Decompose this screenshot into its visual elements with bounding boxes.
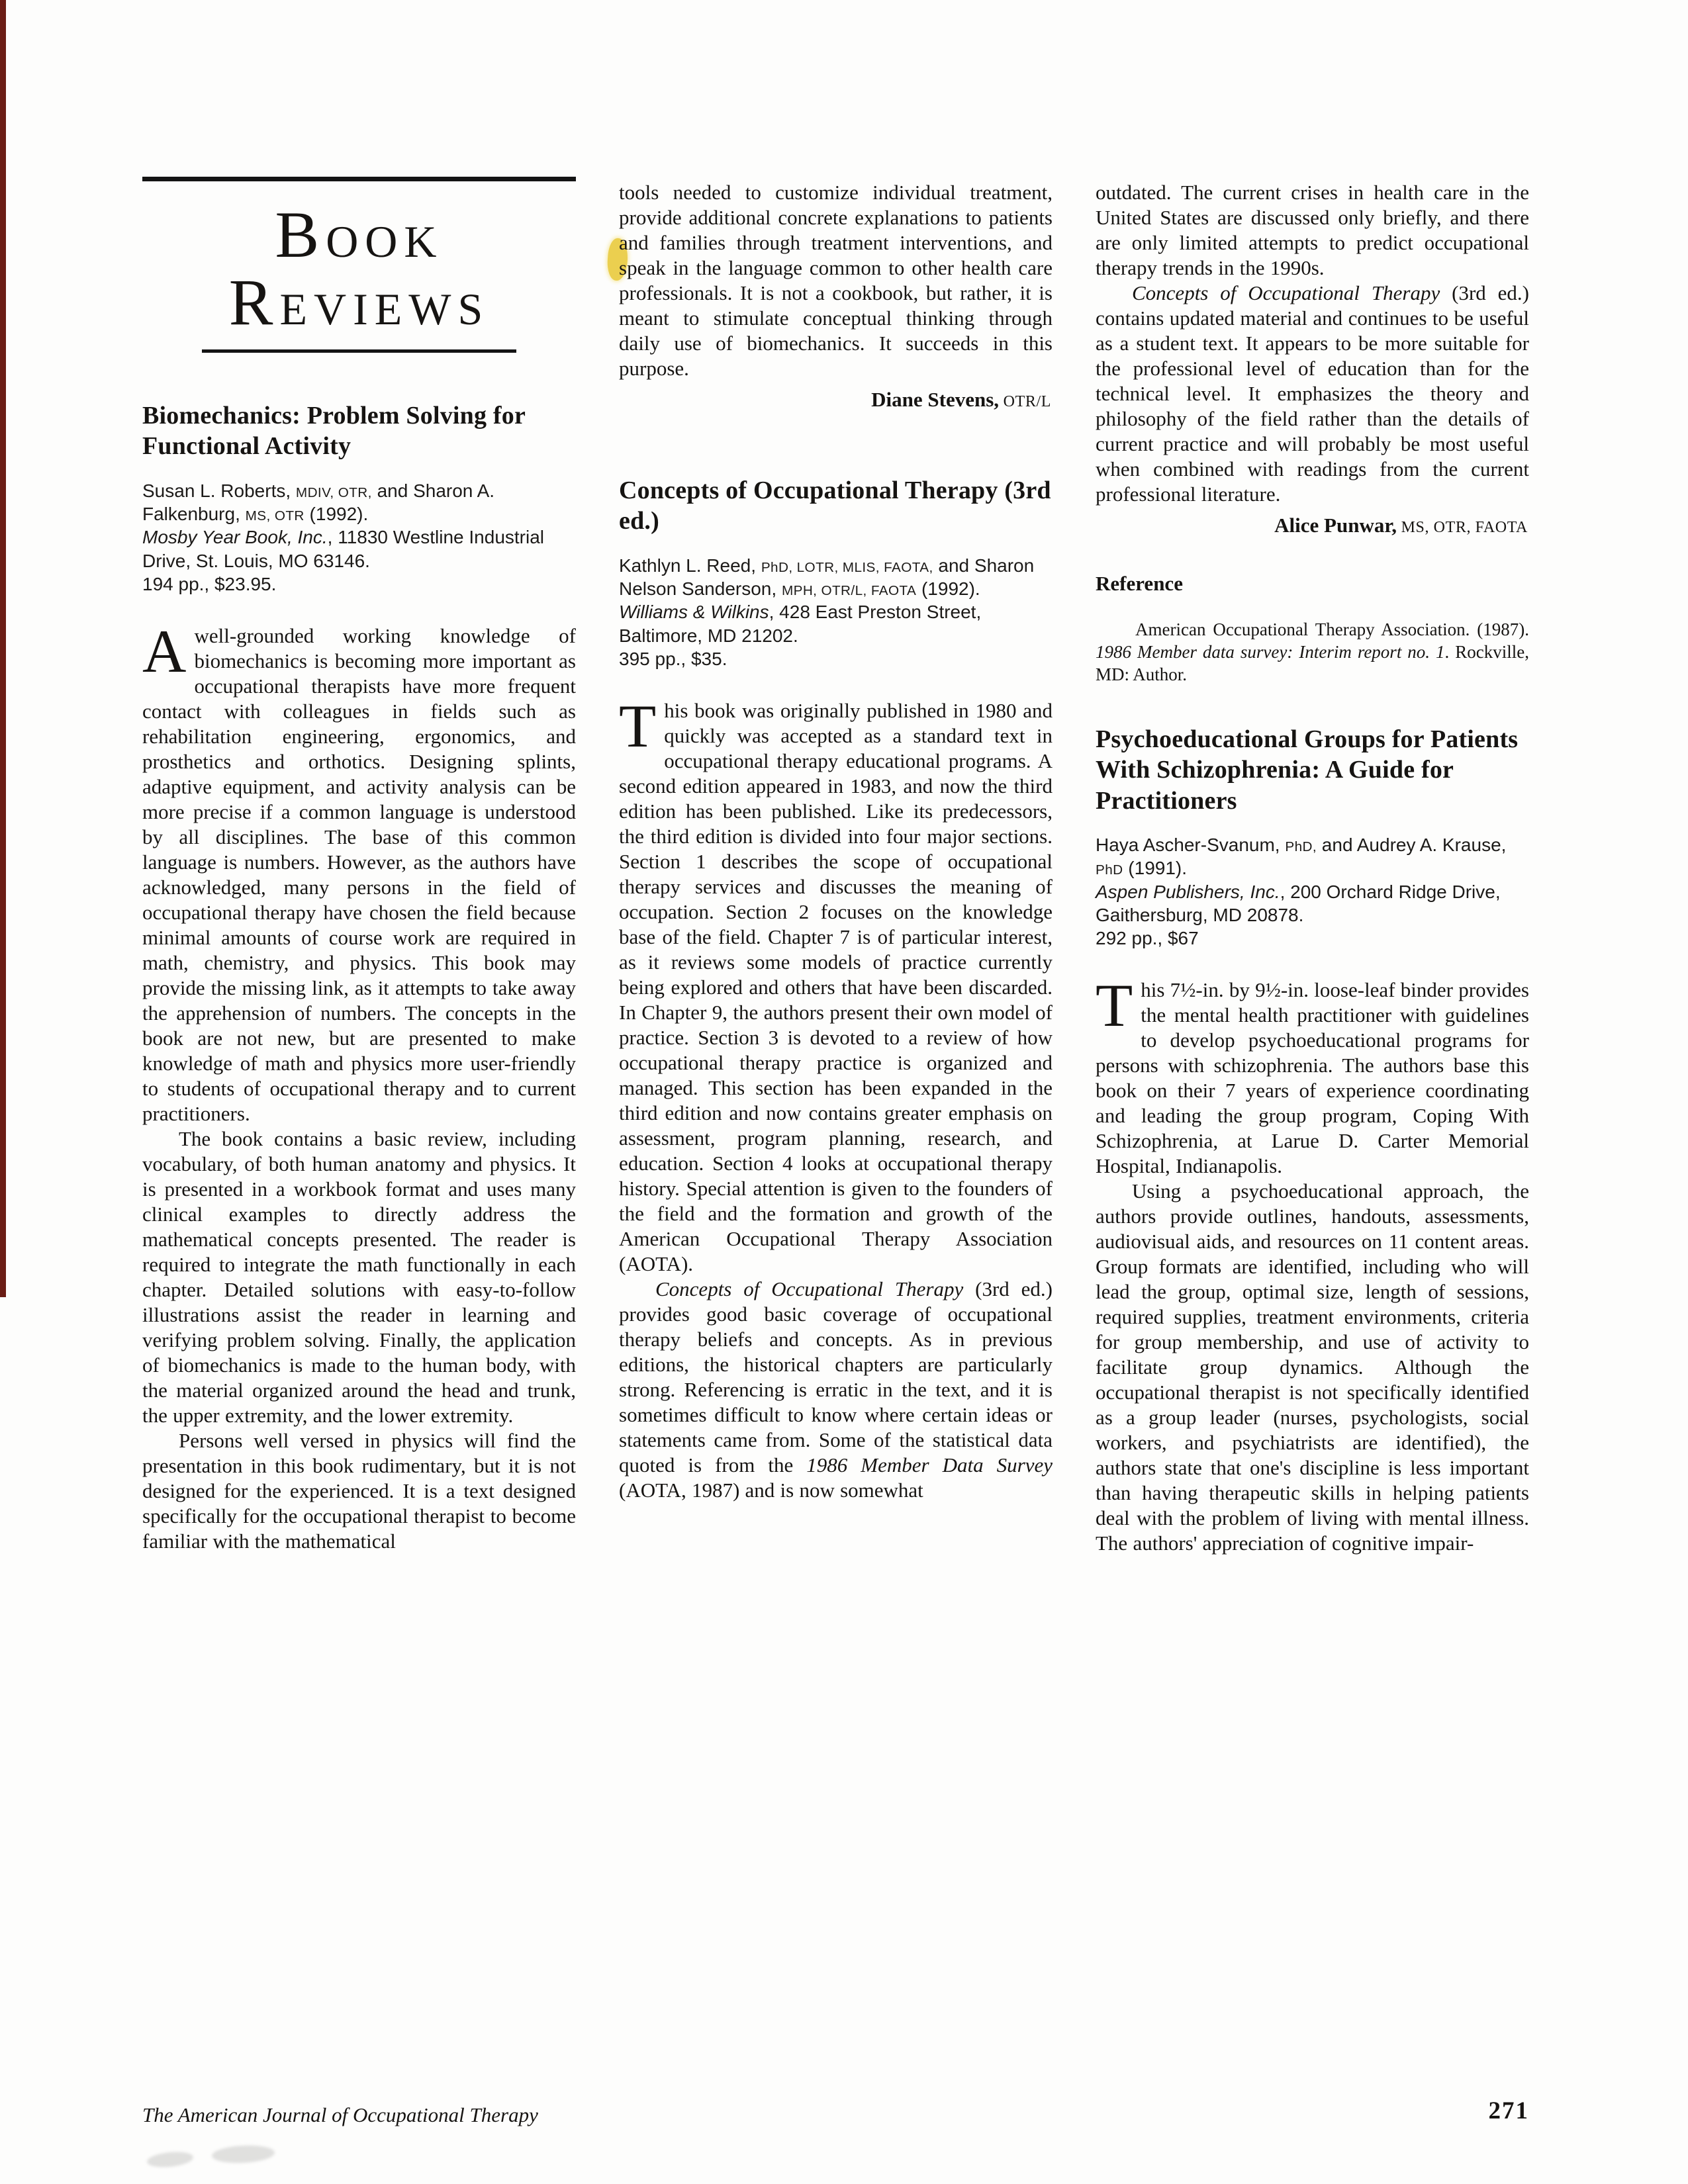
review1-title: Biomechanics: Problem Solving for Functional Activity: [142, 402, 526, 461]
column-1: [142, 177, 576, 1554]
masthead-initial: R: [228, 265, 280, 339]
masthead-word-reviews: [142, 265, 576, 339]
review1-byline: [142, 479, 576, 596]
byline-authors: Susan L. Roberts, MDIV, OTR, and Sharon A. Falkenburg, MS, OTR (1992).: [142, 480, 495, 524]
byline-publisher: Aspen Publishers, Inc., 200 Orchard Ridge Drive, Gaithersburg, MD 20878.: [1096, 881, 1501, 925]
masthead-rest: EVIEWS: [279, 284, 490, 334]
byline-authors: Haya Ascher-Svanum, PhD, and Audrey A. Krause, PhD (1991).: [1096, 835, 1507, 879]
byline-publisher: Williams & Wilkins, 428 East Preston Street, Baltimore, MD 21202.: [619, 602, 982, 646]
review2-paragraph-1: This book was originally published in 1980 and quickly was accepted as a standard text in occupational therapy educational programs. A second edition appeared in 1983, and now the third edition has been published. Like its predecessors, the third edition is divided into four major sections. Section 1 describes the scope of occupational therapy services and discusses the meaning of occupation. Section 2 focuses on the knowledge base of the field. Chapter 7 is of particular interest, as it reviews some models of practice currently being explored and others that have been discarded. In Chapter 9, the authors present their own model of practice. Section 3 is devoted to a review of how occupational therapy practice is organized and managed. This section has been expanded in the third edition and now contains greater emphasis on assessment, program planning, research, and education. Section 4 looks at occupational therapy history. Special attention is given to the founders of the field and the formation and growth of the American Occupational Therapy Association (AOTA).: [619, 692, 1053, 1276]
byline-pages-price: 395 pp., $35.: [619, 648, 727, 669]
drop-cap: A: [142, 617, 187, 686]
review3-title: Psychoeducational Groups for Patients With Schizophrenia: A Guide for Practitioners: [1096, 725, 1519, 815]
review2-signature: Alice Punwar, MS, OTR, FAOTA: [1274, 514, 1528, 537]
column-2: [619, 180, 1053, 1503]
review2-byline: [619, 554, 1053, 670]
byline-pages-price: 292 pp., $67: [1096, 928, 1199, 949]
review3-byline: [1096, 833, 1529, 950]
footer-journal-name: The American Journal of Occupational Therapy: [142, 2103, 538, 2126]
footer-page-number: 271: [1488, 2097, 1529, 2124]
binding-edge-bar: [0, 0, 6, 1297]
masthead-rest: OOK: [326, 216, 444, 267]
byline-publisher: Mosby Year Book, Inc., 11830 Westline Industrial Drive, St. Louis, MO 63146.: [142, 527, 545, 571]
column-3: [1096, 180, 1529, 1556]
drop-cap: T: [1096, 972, 1133, 1040]
review2-paragraph-3: outdated. The current crises in health care in the United States are discussed only briefly, and there are only limited attempts to predict occupational therapy trends in the 1990s.: [1096, 181, 1529, 279]
review3-paragraph-2: Using a psychoeducational approach, the authors provide outlines, handouts, assessments, audiovisual aids, and resources on 11 content areas. Group formats are identified, including who will lead the group, optimal size, length of sessions, required supplies, treatment environments, criteria for group membership, and use of activity to facilitate group dynamics. Although the occupational therapist is not specifically identified as a group leader (nurses, psychologists, social workers, and psychiatrists are identified), the authors state that one's discipline is less important than having therapeutic skills in helping patients deal with the problem of living with mental illness. The authors' appreciation of cognitive impair-: [1096, 1179, 1529, 1555]
book-reviews-masthead: [142, 177, 576, 353]
byline-pages-price: 194 pp., $23.95.: [142, 573, 277, 594]
scan-smudge: [211, 2144, 275, 2165]
byline-authors: Kathlyn L. Reed, PhD, LOTR, MLIS, FAOTA, and Sharon Nelson Sanderson, MPH, OTR/L, FAOTA (1992).: [619, 555, 1035, 599]
review1-paragraph-4: tools needed to customize individual treatment, provide additional concrete explanations to patients and families through treatment interventions, and speak in the language common to other health care professionals. It is not a cookbook, but rather, it is meant to stimulate conceptual thinking through daily use of biomechanics. It succeeds in this purpose.: [619, 181, 1053, 380]
review3-paragraph-1: This 7½-in. by 9½-in. loose-leaf binder provides the mental health practitioner with guidelines to develop psychoeducational programs for persons with schizophrenia. The authors base this book on their 7 years of experience coordinating and leading the group program, Coping With Schizophrenia, at Larue D. Carter Memorial Hospital, Indianapolis.: [1096, 972, 1529, 1178]
drop-cap: T: [619, 692, 657, 760]
masthead-rule-top: [142, 177, 576, 181]
masthead-word-book: [142, 198, 576, 271]
masthead-rule-bottom: [202, 349, 516, 353]
reference-heading: Reference: [1096, 572, 1183, 595]
review2-paragraph-4: Concepts of Occupational Therapy (3rd ed.) contains updated material and continues to be useful as a student text. It appears to be more suitable for the professional level of education than for the technical level. It emphasizes the theory and philosophy of the field rather than the details of current practice and will probably be most useful when combined with readings from the current professional literature.: [1096, 281, 1529, 506]
reference-entry: American Occupational Therapy Association. (1987). 1986 Member data survey: Interim report no. 1. Rockville, MD: Author.: [1096, 619, 1530, 684]
scan-smudge: [146, 2150, 194, 2169]
review2-paragraph-2: Concepts of Occupational Therapy (3rd ed.) provides good basic coverage of occupational therapy beliefs and concepts. As in previous editions, the historical chapters are particularly strong. Referencing is erratic in the text, and it is sometimes difficult to know where certain ideas or statements came from. Some of the statistical data quoted is from the 1986 Member Data Survey (AOTA, 1987) and is now somewhat: [619, 1277, 1053, 1502]
review1-paragraph-2: The book contains a basic review, including vocabulary, of both human anatomy and physics. It is presented in a workbook format and uses many clinical examples to directly address the mathematical concepts presented. The reader is required to integrate the math functionally in each chapter. Detailed solutions with easy-to-follow illustrations assist the reader in learning and verifying problem solving. Finally, the application of biomechanics is made to the human body, with the material organized around the head and trunk, the upper extremity, and the lower extremity.: [142, 1127, 576, 1428]
review1-signature: Diane Stevens, OTR/L: [871, 388, 1051, 411]
masthead-initial: B: [275, 198, 326, 271]
review1-paragraph-3: Persons well versed in physics will find the presentation in this book rudimentary, but it is not designed for the experienced. It is a text designed specifically for the occupational therapist to become familiar with the mathematical: [142, 1429, 576, 1553]
review1-paragraph-1: Awell-grounded working knowledge of biomechanics is becoming more important as occupational therapists have more frequent contact with colleagues in fields such as rehabilitation engineering, ergonomics, and prosthetics and orthotics. Designing splints, adaptive equipment, and activity analysis can be more precise if a common language is understood by all disciplines. The base of this common language is numbers. However, as the authors have acknowledged, many persons in the field of occupational therapy have chosen the field because minimal amounts of course work are required in math, chemistry, and physics. This book may provide the missing link, as it attempts to take away the apprehension of numbers. The concepts in the book are not new, but are presented to make knowledge of math and physics more user-friendly to students of occupational therapy and to current practitioners.: [142, 617, 576, 1126]
review2-title: Concepts of Occupational Therapy (3rd ed.): [619, 477, 1051, 535]
